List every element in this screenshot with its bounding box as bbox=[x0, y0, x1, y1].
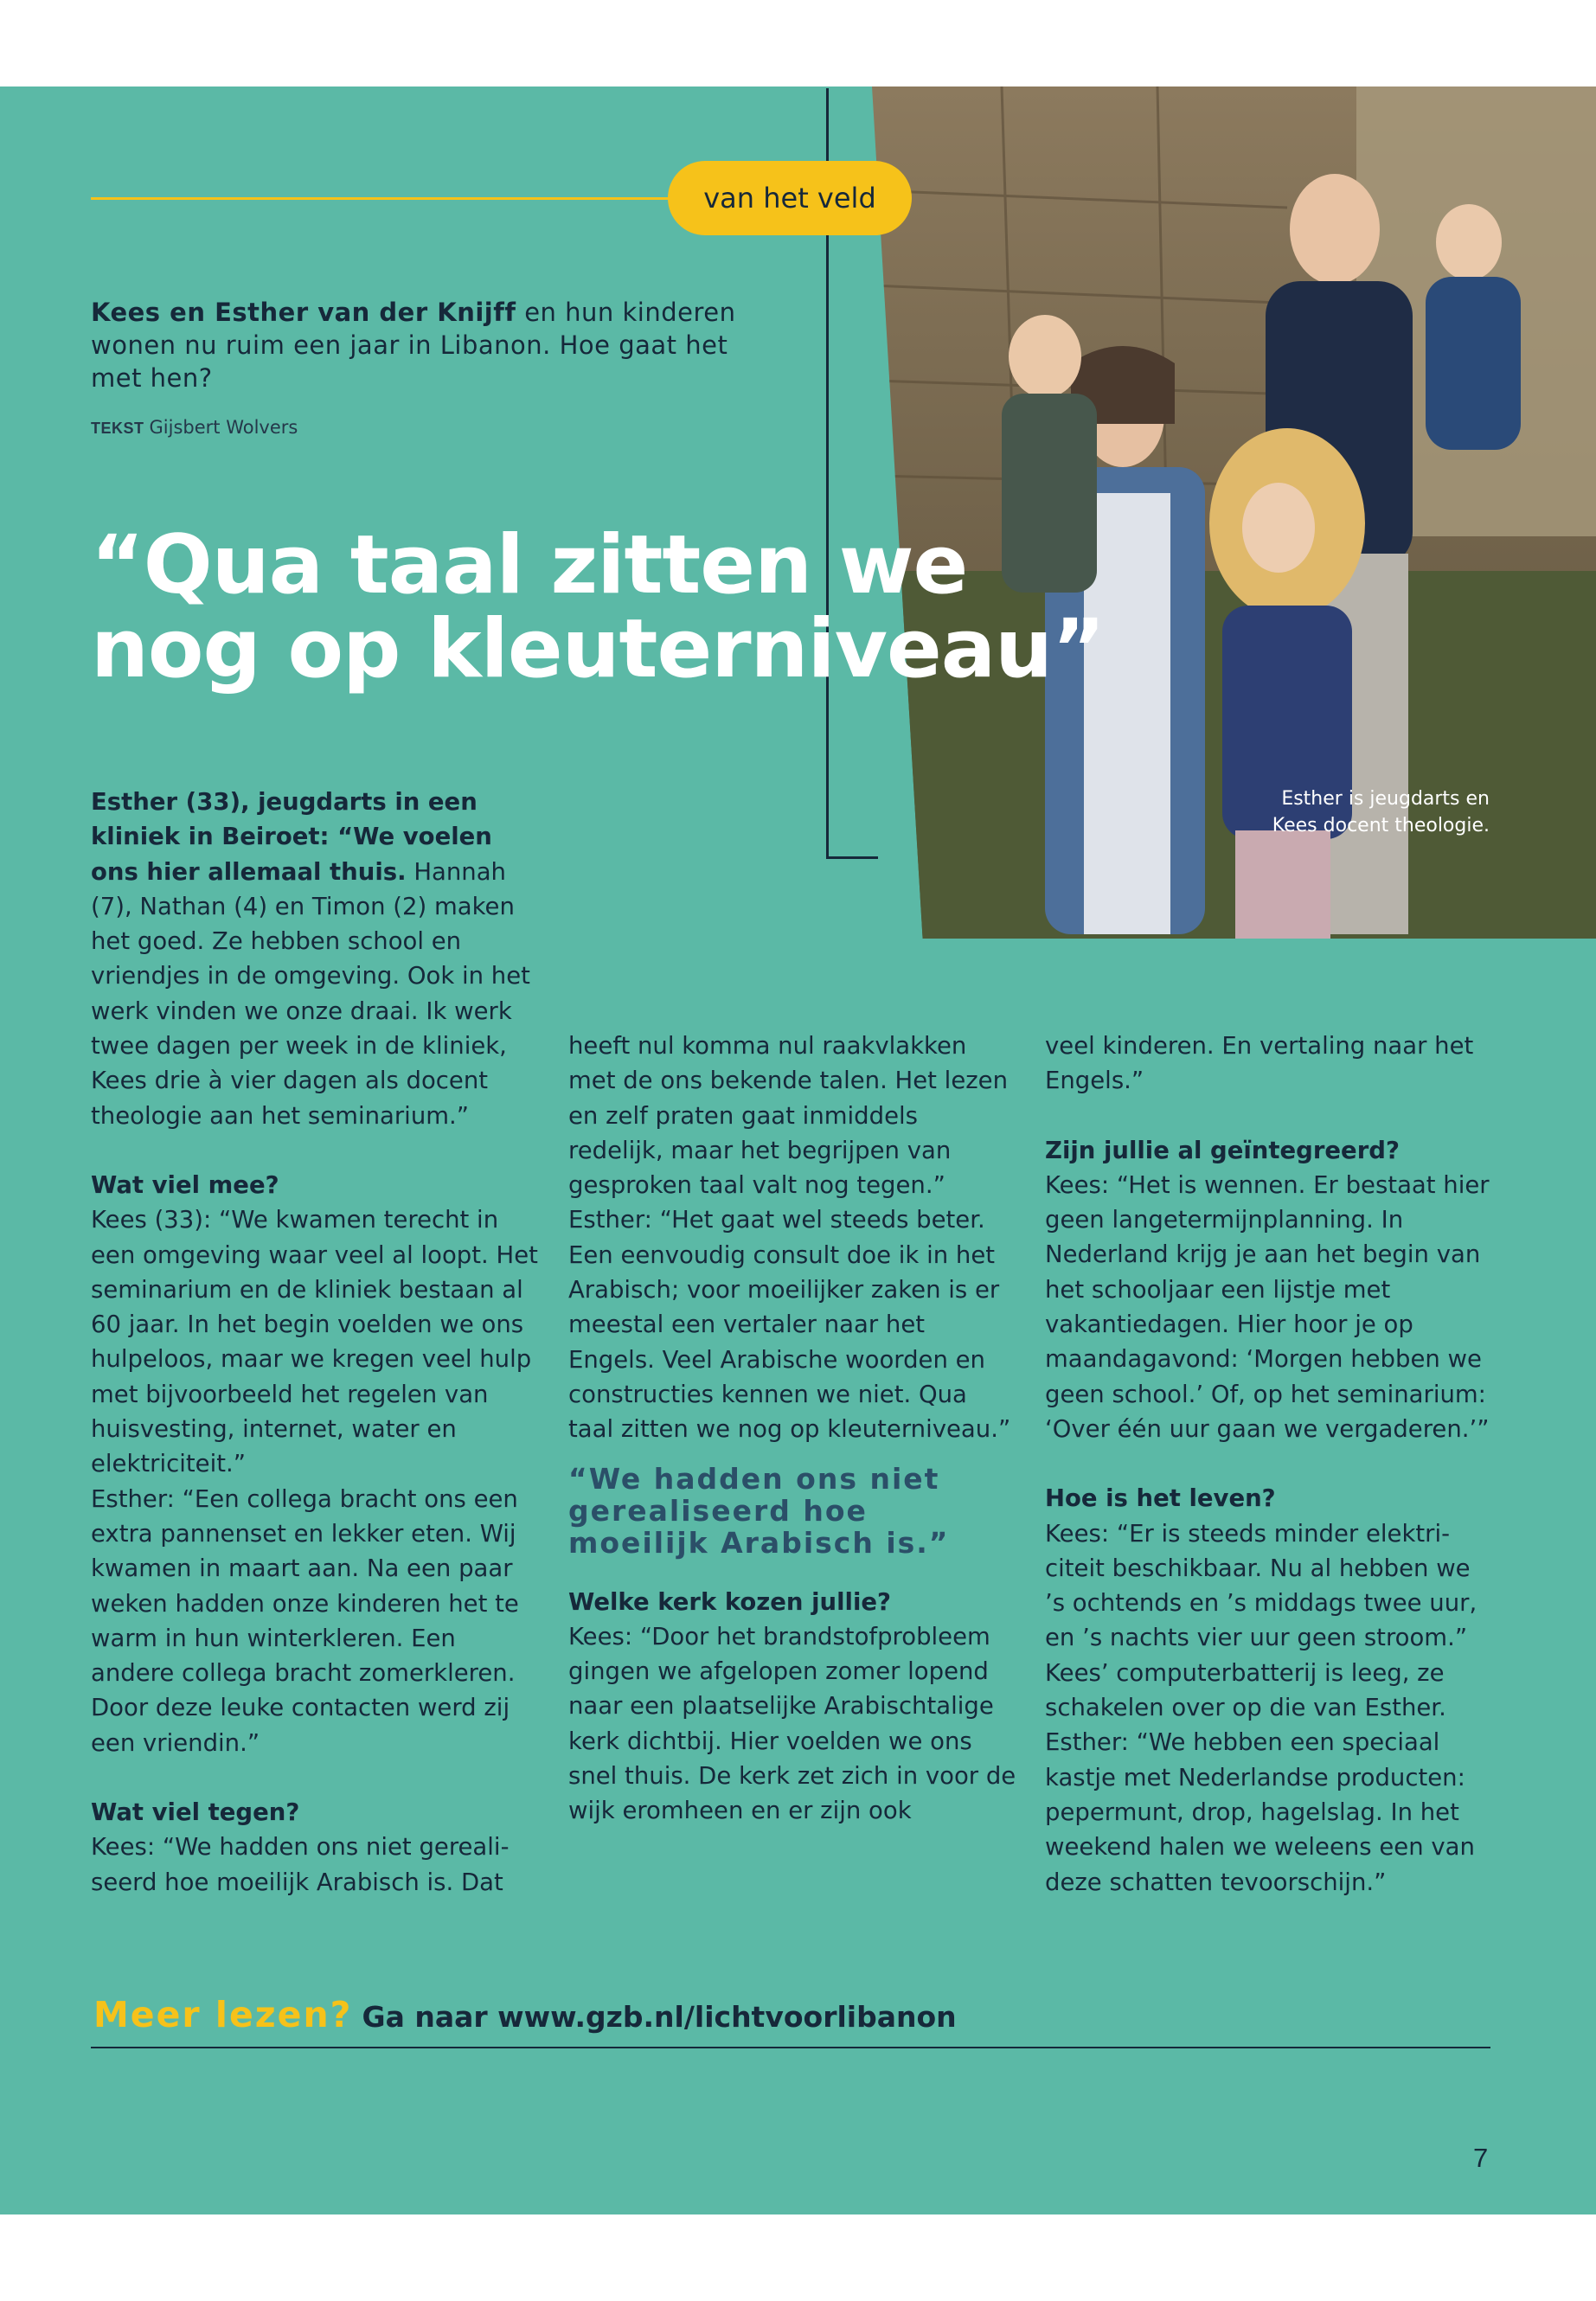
subheading-wat-viel-mee: Wat viel mee? bbox=[91, 1170, 279, 1199]
byline-author: Gijsbert Wolvers bbox=[149, 417, 298, 438]
byline-tag: TEKST bbox=[91, 420, 144, 437]
caption-line-1: Esther is jeugdarts en bbox=[1281, 788, 1490, 810]
paragraph: Kees (33): “We kwamen terecht in een omgeving waar veel al loopt. Het seminarium en de kliniek bestaan al 60 jaar. In het begin voelden we ons hulpeloos, maar we kregen veel hulp met bijvoorbeeld het regelen van huisvesting, internet, water en elektriciteit.” bbox=[91, 1206, 538, 1478]
article-column-2 bbox=[568, 1029, 1018, 1829]
more-label: Meer lezen? bbox=[93, 1994, 353, 2035]
intro-rest: en hun kinderen wonen nu ruim een jaar in Libanon. Hoe gaat het met hen? bbox=[91, 298, 736, 393]
lead-bold: Esther (33), jeugdarts in een kliniek in Beiroet: “We voelen ons hier allemaal thuis. bbox=[91, 788, 492, 886]
headline-line-1: “Qua taal zitten we bbox=[91, 518, 968, 612]
section-label: van het veld bbox=[668, 161, 912, 235]
headline bbox=[91, 518, 1388, 696]
subheading-welke-kerk: Welke kerk kozen jullie? bbox=[568, 1587, 891, 1616]
subheading-geintegreerd: Zijn jullie al geïntegreerd? bbox=[1045, 1136, 1400, 1164]
paragraph: Esther: “Het gaat wel steeds beter. Een eenvoudig consult doe ik in het Arabisch; voor moeilijker zaken is er meestal een vertaler naar het Engels. Veel Arabische woorden en constructies kennen we niet. Qua taal zitten we nog op kleuterniveau.” bbox=[568, 1206, 1011, 1444]
paragraph: Kees: “Door het brandstofprobleem gingen we afgelopen zomer lopend naar een plaatselijke Arabischtalige kerk dichtbij. Hier voelden we ons snel thuis. De kerk zet zich in voor de wijk eromheen en er zijn ook bbox=[568, 1622, 1016, 1825]
more-reading bbox=[93, 1994, 957, 2035]
paragraph: veel kinderen. En vertaling naar het Engels.” bbox=[1045, 1032, 1474, 1095]
lead-paragraph bbox=[91, 785, 541, 1133]
article-column-1 bbox=[91, 785, 541, 1900]
byline bbox=[91, 417, 298, 438]
frame-line-bottom bbox=[826, 856, 878, 859]
article-column-3 bbox=[1045, 1029, 1495, 1900]
footer-rule bbox=[91, 2047, 1490, 2048]
subheading-wat-viel-tegen: Wat viel tegen? bbox=[91, 1798, 300, 1827]
paragraph: heeft nul komma nul raakvlakken met de ons bekende talen. Het lezen en zelf praten gaat inmiddels redelijk, maar het begrijpen van gesproken taal valt nog tegen.” bbox=[568, 1032, 1009, 1200]
caption-line-2: Kees docent theologie. bbox=[1272, 815, 1490, 836]
lead-rest: Hannah (7), Nathan (4) en Timon (2) maken het goed. Ze hebben school en vriendjes in de omgeving. Ook in het werk vinden we onze draai. Ik werk twee dagen per week in de kliniek, Kees drie à vier dagen als docent theologie aan het seminarium.” bbox=[91, 857, 530, 1130]
photo-caption bbox=[1213, 785, 1490, 839]
paragraph: Esther: “Een collega bracht ons een extra pannenset en lekker eten. Wij kwamen in maart aan. Na een paar weken hadden onze kinderen het te warm in hun winterkleren. Een andere collega bracht zomerkleren. Door deze leuke contacten werd zij een vriendin.” bbox=[91, 1484, 519, 1757]
headline-line-2: nog op kleuterniveau” bbox=[91, 602, 1105, 696]
paragraph: Kees: “Het is wennen. Er bestaat hier geen langetermijnplanning. In Nederland krijg je aan het begin van het schooljaar een lijstje met vakantiedagen. Hier hoor je op maandagavond: ‘Morgen hebben we geen school.’ Of, op het seminarium: ‘Over één uur gaan we vergaderen.’” bbox=[1045, 1170, 1490, 1443]
paragraph: Esther: “We hebben een speciaal kastje met Nederlandse producten: pepermunt, drop, hagelslag. In het weekend halen we weleens een van deze schatten tevoorschijn.” bbox=[1045, 1728, 1475, 1896]
paragraph: Kees: “We hadden ons niet gereali-seerd hoe moeilijk Arabisch is. Dat bbox=[91, 1833, 510, 1896]
pull-quote: “We hadden ons niet gerealiseerd hoe moeilijk Arabisch is.” bbox=[568, 1461, 950, 1560]
page-number: 7 bbox=[1473, 2143, 1489, 2173]
paragraph: Kees: “Er is steeds minder elektri-citeit beschikbaar. Nu al hebben we ’s ochtends en ’s middags twee uur, en ’s nachts vier uur geen stroom.” Kees’ computerbatterij is leeg, ze schakelen over op die van Esther. bbox=[1045, 1519, 1477, 1722]
kicker-rule bbox=[91, 197, 679, 200]
subheading-hoe-is-het-leven: Hoe is het leven? bbox=[1045, 1484, 1276, 1513]
intro-names: Kees en Esther van der Knijff bbox=[91, 298, 516, 327]
intro-text bbox=[91, 296, 748, 394]
more-link[interactable]: Ga naar www.gzb.nl/lichtvoorlibanon bbox=[362, 2000, 957, 2034]
